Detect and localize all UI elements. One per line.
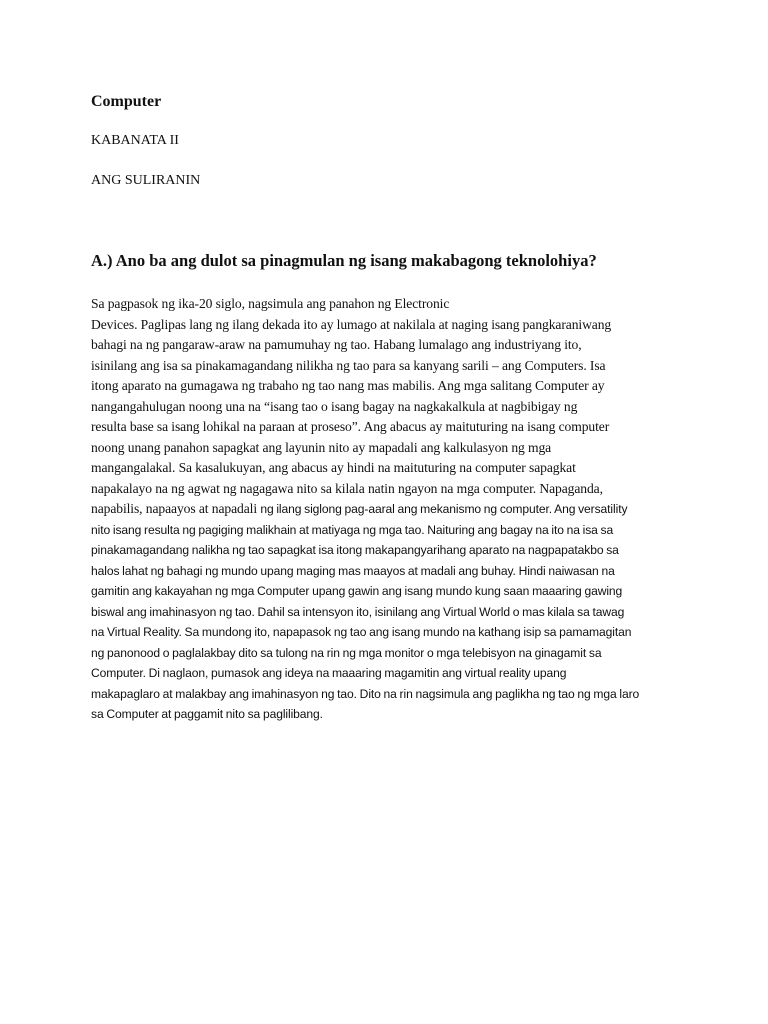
paragraph-line xyxy=(91,520,691,541)
line-text: sa Computer at paggamit nito sa paglilibang. xyxy=(91,707,323,721)
paragraph-line xyxy=(91,417,691,438)
paragraph-line xyxy=(91,458,691,479)
line-text: napakalayo na ng agwat ng nagagawa nito sa kilala natin ngayon na mga computer. Napaganda, xyxy=(91,480,603,496)
paragraph-line xyxy=(91,479,691,500)
line-text: pinakamagandang nalikha ng tao sapagkat isa itong makapangyarihang aparato na nagpapatakbo sa xyxy=(91,543,619,557)
line-text: noong unang panahon sapagkat ang layunin nito ay mapadali ang kalkulasyon ng mga xyxy=(91,439,552,455)
section-heading: ANG SULIRANIN xyxy=(91,173,201,188)
line-text: ng ilang siglong pag-aaral ang mekanismo ng computer. Ang versatility xyxy=(260,502,628,516)
paragraph-line xyxy=(91,294,691,315)
line-text: na Virtual Reality. Sa mundong ito, napapasok ng tao ang isang mundo na kathang isip sa pamamagitan xyxy=(91,625,632,639)
paragraph-line xyxy=(91,499,691,520)
line-text: mangangalakal. Sa kasalukuyan, ang abacus ay hindi na maituturing na computer sapagkat xyxy=(91,460,576,475)
line-text: makapaglaro at malakbay ang imahinasyon ng tao. Dito na rin nagsimula ang paglikha ng tao ng mga laro xyxy=(91,686,640,701)
line-text: biswal ang imahinasyon ng tao. Dahil sa intensyon ito, isinilang ang Virtual World o mas kilala sa tawag xyxy=(91,604,625,619)
chapter-heading: KABANATA II xyxy=(91,133,179,148)
paragraph-line xyxy=(91,663,691,684)
line-text: nito isang resulta ng pagiging malikhain at matiyaga ng mga tao. Naituring ang bagay na ito na isa sa xyxy=(91,522,614,537)
question-heading: A.) Ano ba ang dulot sa pinagmulan ng isang makabagong teknolohiya? xyxy=(91,251,597,270)
paragraph-line xyxy=(91,376,691,397)
paragraph-line xyxy=(91,622,691,643)
line-text: Computer. Di naglaon, pumasok ang ideya na maaaring magamitin ang virtual reality upang xyxy=(91,666,567,680)
line-text: gamitin ang kakayahan ng mga Computer upang gawin ang isang mundo kung saan maaaring gawing xyxy=(91,584,623,598)
line-text: itong aparato na gumagawa ng trabaho ng tao nang mas mabilis. Ang mga salitang Computer ay xyxy=(91,378,605,393)
line-text: ng panonood o paglalakbay dito sa tulong na rin ng mga monitor o mga telebisyon na ginagamit sa xyxy=(91,645,602,660)
line-text: halos lahat ng bahagi ng mundo upang maging mas maayos at madali ang buhay. Hindi naiwasan na xyxy=(91,563,615,578)
line-text: isinilang ang isa sa pinakamagandang nilikha ng tao para sa kanyang sarili – ang Computers. Isa xyxy=(91,357,606,373)
line-text: nangangahulugan noong una na “isang tao o isang bagay na nagkakalkula at nagbibigay ng xyxy=(91,398,578,414)
line-text: resulta base sa isang lohikal na paraan at proseso”. Ang abacus ay maituturing na isang computer xyxy=(91,419,610,434)
paragraph-line xyxy=(91,684,691,705)
paragraph-line xyxy=(91,356,691,377)
paragraph-line xyxy=(91,581,691,602)
paragraph-line xyxy=(91,561,691,582)
line-text: napabilis, napaayos at napadali xyxy=(91,501,261,516)
line-text: bahagi na ng pangaraw-araw na pamumuhay ng tao. Habang lumalago ang industriyang ito, xyxy=(91,337,582,352)
paragraph-line xyxy=(91,335,691,356)
paragraph-line xyxy=(91,438,691,459)
paragraph-line xyxy=(91,315,691,336)
line-text: Sa pagpasok ng ika-20 siglo, nagsimula ang panahon ng Electronic xyxy=(91,296,450,311)
document-title: Computer xyxy=(91,93,162,110)
paragraph-line xyxy=(91,643,691,664)
paragraph-line xyxy=(91,540,691,561)
paragraph-line xyxy=(91,397,691,418)
paragraph-line xyxy=(91,704,691,725)
paragraph-line xyxy=(91,602,691,623)
line-text: Devices. Paglipas lang ng ilang dekada ito ay lumago at nakilala at naging isang pangkaraniwang xyxy=(91,316,612,332)
body-paragraph xyxy=(91,294,691,725)
